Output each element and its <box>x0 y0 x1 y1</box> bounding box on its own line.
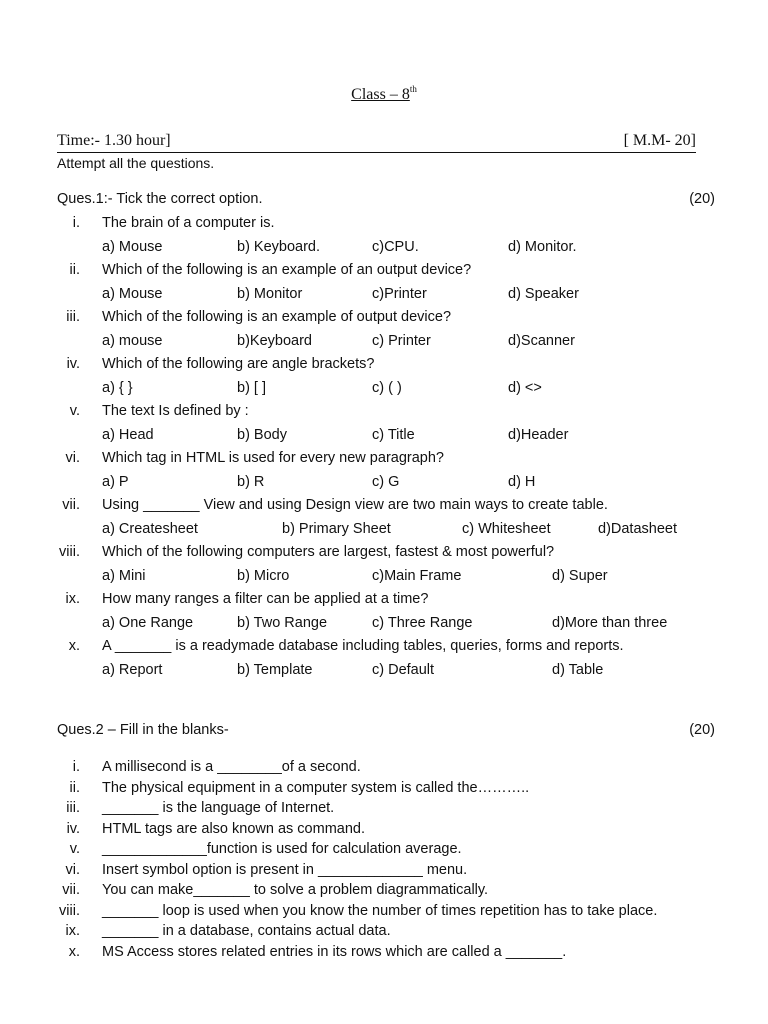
options-row <box>0 568 768 590</box>
question-number: ix. <box>65 591 80 607</box>
blank-sentence: MS Access stores related entries in its rows which are called a _______. <box>102 944 567 960</box>
blank-sentence: _____________function is used for calculation average. <box>102 841 462 857</box>
option-b[interactable]: b) Keyboard. <box>237 239 321 255</box>
option-a[interactable]: a) { } <box>102 380 133 396</box>
option-d[interactable]: d) Super <box>552 568 608 584</box>
question-text: Which of the following computers are largest, fastest & most powerful? <box>102 544 555 560</box>
option-c[interactable]: c) Default <box>372 662 435 678</box>
question-number: iii. <box>66 309 80 325</box>
q1-marks: (20) <box>689 191 715 207</box>
question-text: Which of the following is an example of an output device? <box>102 262 472 278</box>
blank-row <box>0 780 768 800</box>
blank-number: ix. <box>65 923 80 939</box>
blank-number: iv. <box>66 821 80 837</box>
option-b[interactable]: b) Micro <box>237 568 290 584</box>
question-row <box>0 215 768 237</box>
question-number: iv. <box>66 356 80 372</box>
blank-number: iii. <box>66 800 80 816</box>
options-row <box>0 427 768 449</box>
question-text: How many ranges a filter can be applied at a time? <box>102 591 429 607</box>
option-a[interactable]: a) Mouse <box>102 239 163 255</box>
option-d[interactable]: d) <> <box>508 380 542 396</box>
option-c[interactable]: c) Whitesheet <box>462 521 551 537</box>
option-a[interactable]: a) Report <box>102 662 163 678</box>
option-b[interactable]: b) Template <box>237 662 313 678</box>
question-number: i. <box>72 215 80 231</box>
option-a[interactable]: a) Createsheet <box>102 521 198 537</box>
q1-heading: Ques.1:- Tick the correct option. <box>57 191 263 207</box>
question-text: Which of the following are angle brackets? <box>102 356 375 372</box>
q2-heading: Ques.2 – Fill in the blanks- <box>57 722 229 738</box>
class-title <box>0 84 768 104</box>
options-row <box>0 521 768 543</box>
option-b[interactable]: b) Two Range <box>237 615 328 631</box>
blank-row <box>0 841 768 861</box>
question-text: The brain of a computer is. <box>102 215 275 231</box>
question-row <box>0 403 768 425</box>
blank-sentence: The physical equipment in a computer system is called the……….. <box>102 780 530 796</box>
option-c[interactable]: c) G <box>372 474 400 490</box>
max-marks-label: [ M.M- 20] <box>623 132 696 149</box>
blank-sentence: A millisecond is a ________of a second. <box>102 759 361 775</box>
option-b[interactable]: b) R <box>237 474 265 490</box>
options-row <box>0 239 768 261</box>
option-d[interactable]: d) Table <box>552 662 604 678</box>
options-row <box>0 474 768 496</box>
question-text: A _______ is a readymade database including tables, queries, forms and reports. <box>102 638 624 654</box>
question-text: Which tag in HTML is used for every new paragraph? <box>102 450 444 466</box>
blank-row <box>0 759 768 779</box>
blank-row <box>0 862 768 882</box>
question-row <box>0 544 768 566</box>
blank-sentence: _______ loop is used when you know the number of times repetition has to take place. <box>102 903 658 919</box>
time-marks-line <box>57 132 696 153</box>
option-b[interactable]: b) Primary Sheet <box>282 521 391 537</box>
options-row <box>0 615 768 637</box>
option-a[interactable]: a) P <box>102 474 129 490</box>
question-text: Which of the following is an example of output device? <box>102 309 452 325</box>
blank-sentence: You can make_______ to solve a problem diagrammatically. <box>102 882 489 898</box>
option-d[interactable]: d)Header <box>508 427 569 443</box>
blank-row <box>0 944 768 964</box>
blank-number: viii. <box>59 903 80 919</box>
blank-row <box>0 923 768 943</box>
option-a[interactable]: a) Head <box>102 427 154 443</box>
option-c[interactable]: c) Three Range <box>372 615 473 631</box>
q2-marks: (20) <box>689 722 715 738</box>
blank-number: i. <box>72 759 80 775</box>
option-a[interactable]: a) mouse <box>102 333 163 349</box>
blank-row <box>0 821 768 841</box>
options-row <box>0 662 768 684</box>
question-row <box>0 450 768 472</box>
option-c[interactable]: c)Main Frame <box>372 568 462 584</box>
option-c[interactable]: c) Title <box>372 427 415 443</box>
option-c[interactable]: c)CPU. <box>372 239 419 255</box>
blank-number: ii. <box>69 780 80 796</box>
question-row <box>0 356 768 378</box>
options-row <box>0 333 768 355</box>
blank-sentence: _______ in a database, contains actual data. <box>102 923 391 939</box>
question-number: x. <box>68 638 80 654</box>
question-number: vi. <box>65 450 80 466</box>
question-row <box>0 497 768 519</box>
question-text: The text Is defined by : <box>102 403 249 419</box>
option-b[interactable]: b)Keyboard <box>237 333 312 349</box>
blank-row <box>0 903 768 923</box>
blank-number: x. <box>68 944 80 960</box>
blank-number: vii. <box>62 882 80 898</box>
option-d[interactable]: d) H <box>508 474 536 490</box>
option-b[interactable]: b) Monitor <box>237 286 303 302</box>
blank-row <box>0 800 768 820</box>
blank-number: vi. <box>65 862 80 878</box>
options-row <box>0 380 768 402</box>
option-c[interactable]: c)Printer <box>372 286 427 302</box>
blank-sentence: HTML tags are also known as command. <box>102 821 365 837</box>
option-d[interactable]: d)Datasheet <box>598 521 677 537</box>
blank-number: v. <box>69 841 80 857</box>
blank-sentence: Insert symbol option is present in _____________ menu. <box>102 862 468 878</box>
question-number: v. <box>69 403 80 419</box>
instructions: Attempt all the questions. <box>57 155 215 171</box>
question-number: vii. <box>62 497 80 513</box>
question-row <box>0 638 768 660</box>
option-d[interactable]: d)More than three <box>552 615 668 631</box>
option-d[interactable]: d)Scanner <box>508 333 575 349</box>
option-b[interactable]: b) Body <box>237 427 287 443</box>
question-row <box>0 309 768 331</box>
time-label: Time:- 1.30 hour] <box>57 132 171 149</box>
class-label: Class – 8 <box>351 86 410 103</box>
option-d[interactable]: d) Monitor. <box>508 239 577 255</box>
option-b[interactable]: b) [ ] <box>237 380 267 396</box>
question-row <box>0 591 768 613</box>
option-a[interactable]: a) Mouse <box>102 286 163 302</box>
option-c[interactable]: c) ( ) <box>372 380 402 396</box>
option-c[interactable]: c) Printer <box>372 333 431 349</box>
blank-row <box>0 882 768 902</box>
class-superscript: th <box>409 84 417 94</box>
blank-sentence: _______ is the language of Internet. <box>102 800 335 816</box>
options-row <box>0 286 768 308</box>
question-number: ii. <box>69 262 80 278</box>
option-a[interactable]: a) One Range <box>102 615 194 631</box>
question-row <box>0 262 768 284</box>
question-text: Using _______ View and using Design view are two main ways to create table. <box>102 497 608 513</box>
question-number: viii. <box>59 544 80 560</box>
option-d[interactable]: d) Speaker <box>508 286 579 302</box>
option-a[interactable]: a) Mini <box>102 568 146 584</box>
